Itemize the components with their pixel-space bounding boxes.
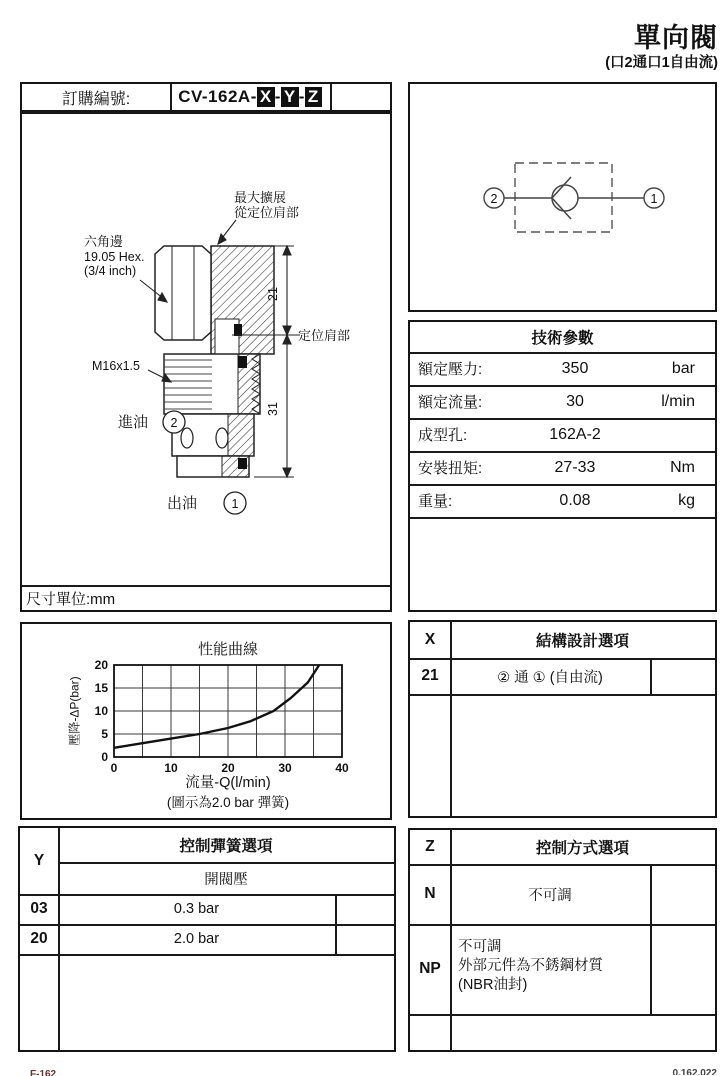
dimension-drawing-panel [20,112,392,612]
y-table-subtitle: 開閥壓 [204,871,248,888]
label-hex-line3: (3/4 inch) [84,264,137,278]
z-row-0-code: N [424,885,436,902]
unit-note: 尺寸單位:mm [26,590,116,608]
svg-text:40: 40 [335,761,349,775]
tech-table-title: 技術參數 [531,330,594,347]
tech-row-1-unit: l/min [661,392,695,410]
hydraulic-symbol-panel [408,82,717,312]
z-table-title: 控制方式選項 [535,840,629,857]
tech-row-3-unit: Nm [670,458,695,476]
x-table-title: 結構設計選項 [535,633,629,650]
order-code-prefix: CV-162A- [178,87,257,106]
footer-right-fragment: 0.162.022 [672,1068,717,1075]
svg-text:20: 20 [221,761,235,775]
footer-left-fragment: F-162 [30,1069,57,1076]
tech-row-2-value: 162A-2 [549,425,601,443]
label-shoulder: 定位肩部 [298,328,351,343]
inlet-port-number: 2 [170,416,178,430]
check-valve-symbol [410,84,715,310]
z-table-code: Z [425,838,435,855]
order-code-x: X [257,87,275,107]
dim-31: 31 [266,402,280,416]
control-options-table [408,828,717,1052]
symbol-port-2: 2 [490,192,498,206]
tech-params-table [408,320,717,612]
chart-xlabel: 流量-Q(l/min) [185,774,271,791]
spring-options-table [18,826,396,1052]
y-table-code: Y [33,852,45,869]
tech-row-4-label: 重量: [418,493,453,510]
order-number-label: 訂購編號: [61,90,131,108]
x-row-0-code: 21 [421,667,439,684]
label-hex-line1: 六角邊 [84,234,124,249]
page-title: 單向閥 [634,23,718,53]
tech-row-4-unit: kg [678,491,695,509]
chart-ylabel: 壓降-ΔP(bar) [67,676,82,746]
z-row-1-line1: 不可調 [458,939,502,955]
svg-text:10: 10 [164,761,178,775]
valve-body-outline [155,246,274,477]
svg-text:5: 5 [101,727,108,741]
label-inlet: 進油 [118,414,149,431]
x-table-code: X [424,631,436,648]
tech-row-3-label: 安裝扭矩: [418,460,483,477]
page-title-block [605,24,718,72]
svg-text:0: 0 [101,750,108,764]
y-row-0-code: 03 [30,900,48,917]
chart-caption: (圖示為2.0 bar 彈簧) [166,795,290,810]
tech-row-3-value: 27-33 [554,458,596,476]
svg-text:15: 15 [94,681,108,695]
svg-text:0: 0 [110,761,118,775]
svg-text:10: 10 [94,704,108,718]
dim-21: 21 [266,287,280,301]
outlet-port-number: 1 [231,497,239,511]
order-code-sep2: - [298,87,305,106]
tech-row-0-label: 額定壓力: [418,361,483,378]
label-max-expansion-line1: 最大擴展 [234,190,287,205]
performance-curve-panel [20,622,392,820]
page-subtitle: (口2通口1自由流) [605,54,718,71]
order-code-sep1: - [274,87,281,106]
y-row-0-desc: 0.3 bar [173,901,220,917]
x-row-0-desc: ② 通 ① (自由流) [497,669,603,686]
symbol-port-1: 1 [650,192,658,206]
z-row-1-line2: 外部元件為不銹鋼材質 [458,958,603,974]
svg-text:20: 20 [94,658,108,672]
design-options-table [408,620,717,818]
chart-title: 性能曲線 [197,640,258,658]
tech-row-0-value: 350 [561,359,589,377]
label-hex-line2: 19.05 Hex. [84,250,145,264]
tech-row-1-value: 30 [566,392,584,410]
z-row-1-desc [458,938,648,995]
y-row-1-desc: 2.0 bar [173,931,220,947]
z-row-1-code: NP [419,960,441,977]
order-number-code [170,84,330,110]
svg-text:30: 30 [278,761,292,775]
tech-row-0-unit: bar [671,359,695,377]
tech-row-2-unit [610,418,705,451]
z-row-0-desc: 不可調 [528,887,572,904]
order-code-y: Y [281,87,299,107]
label-thread: M16x1.5 [92,359,140,373]
order-number-table [20,82,392,112]
y-row-1-code: 20 [30,930,48,947]
label-outlet: 出油 [167,495,198,512]
order-code-z: Z [305,87,322,107]
tech-row-1-label: 額定流量: [418,394,483,411]
valve-cross-section-drawing [22,114,390,585]
z-row-1-line3: (NBR油封) [458,977,528,993]
tech-row-4-value: 0.08 [559,491,591,509]
label-max-expansion-line2: 從定位肩部 [234,205,300,220]
tech-row-2-label: 成型孔: [418,427,468,444]
y-table-title: 控制彈簧選項 [179,838,273,855]
